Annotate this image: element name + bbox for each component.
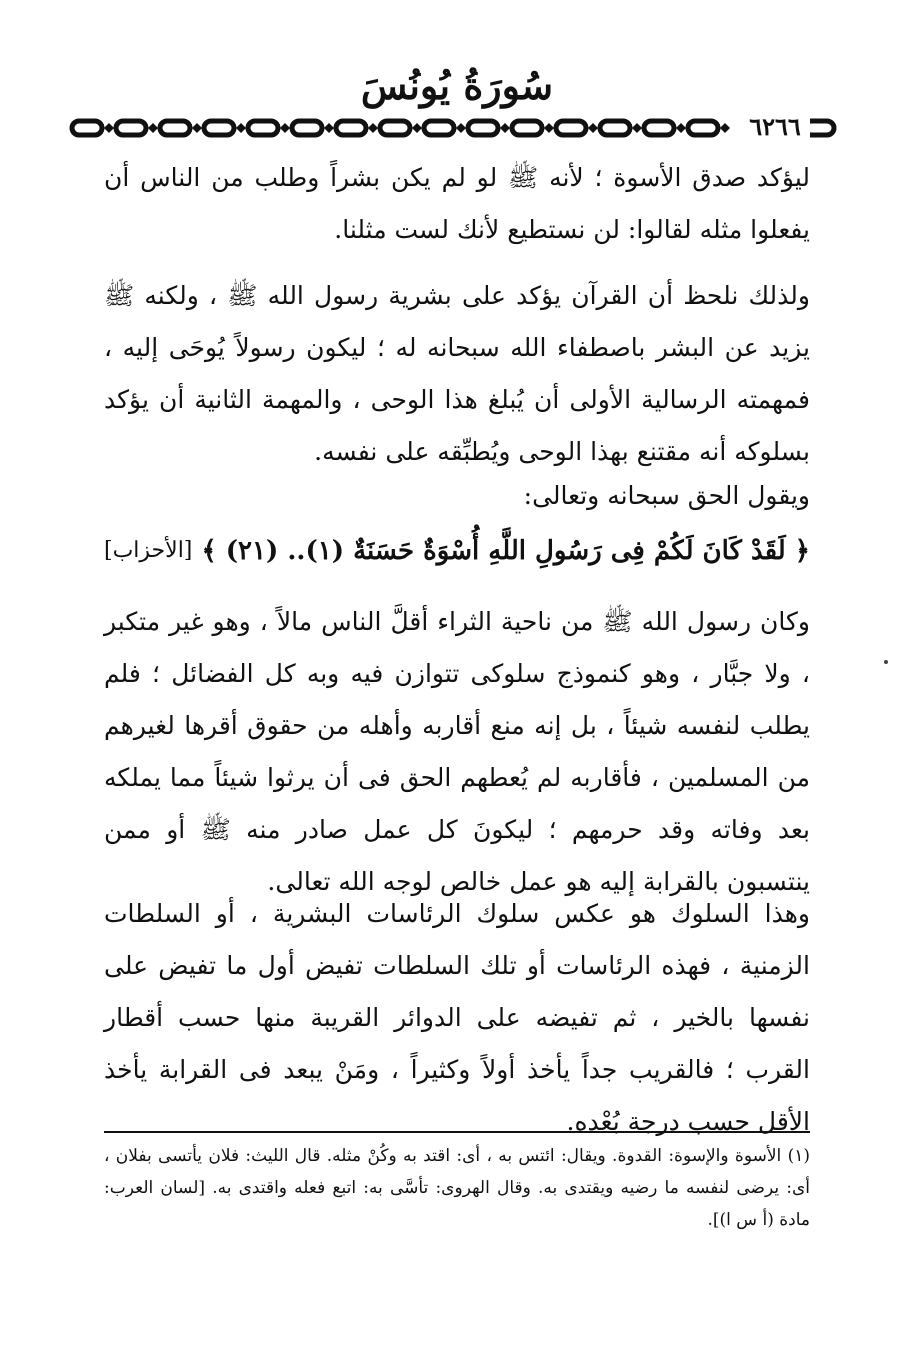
paragraph-5: وهذا السلوك هو عكس سلوك الرئاسات البشرية ، أو السلطات الزمنية ، فهذه الرئاسات أو تلك السلطات تفيض أول ما تفيض على نفسها بالخير ، ثم تفيضه على الدوائر القريبة منها حسب أقطار القرب ؛ فالقريب جداً يأخذ أولاً وكثيراً ، ومَنْ يبعد فى القرابة يأخذ الأقل حسب درجة بُعْده. xyxy=(104,899,810,1136)
paragraph-1: ليؤكد صدق الأسوة ؛ لأنه ﷺ لو لم يكن بشراً وطلب من الناس أن يفعلوا مثله لقالوا: لن نستطيع لأنك لست مثلنا. xyxy=(104,163,810,244)
quran-quote xyxy=(104,522,810,580)
verse-source: [الأحزاب] xyxy=(104,538,193,563)
margin-dot xyxy=(884,660,888,664)
footnote: (١) الأسوة والإسوة: القدوة. ويقال: ائتس به ، أى: اقتد به وكُنْ مثله. قال الليث: فلان يأتسى بفلان ، أى: يرضى لنفسه ما رضيه ويقتدى به. وقال الهروى: تأسَّى به: اتبع فعله واقتدى به. [لسان العرب: مادة (أ س ا)]. xyxy=(104,1146,810,1230)
paragraph-4: وكان رسول الله ﷺ من ناحية الثراء أقلَّ الناس مالاً ، وهو غير متكبر ، ولا جبَّار ، وهو كنموذج سلوكى تتوازن فيه وبه كل الفضائل ؛ فلم يطلب لنفسه شيئاً ، بل إنه منع أقاربه وأهله من حقوق أقرها لغيرهم من المسلمين ، فأقاربه لم يُعطهم الحق فى أن يرثوا شيئاً مما يملكه بعد وفاته وقد حرمهم ؛ ليكونَ كل عمل صادر منه ﷺ أو ممن ينتسبون بالقرابة إليه هو عمل خالص لوجه الله تعالى. xyxy=(104,607,810,896)
surah-title: سُورَةُ يُونُسَ xyxy=(360,63,554,108)
ornament-border xyxy=(68,114,838,142)
quran-verse: ﴿ لَقَدْ كَانَ لَكُمْ فِى رَسُولِ اللَّهِ أُسْوَةٌ حَسَنَةٌ (١).. (٢١) ﴾ xyxy=(201,536,810,566)
paragraph-2: ولذلك نلحظ أن القرآن يؤكد على بشرية رسول الله ﷺ ، ولكنه ﷺ يزيد عن البشر باصطفاء الله سبحانه له ؛ ليكون رسولاً يُوحَى إليه ، فمهمته الرسالية الأولى أن يُبلغ هذا الوحى ، والمهمة الثانية أن يؤكد بسلوكه أنه مقتنع بهذا الوحى ويُطبِّقه على نفسه. xyxy=(104,281,810,466)
paragraph-3: ويقول الحق سبحانه وتعالى: xyxy=(523,481,810,510)
page-number: ٦٢٦٦ xyxy=(740,112,810,142)
footnote-divider xyxy=(104,1131,810,1133)
